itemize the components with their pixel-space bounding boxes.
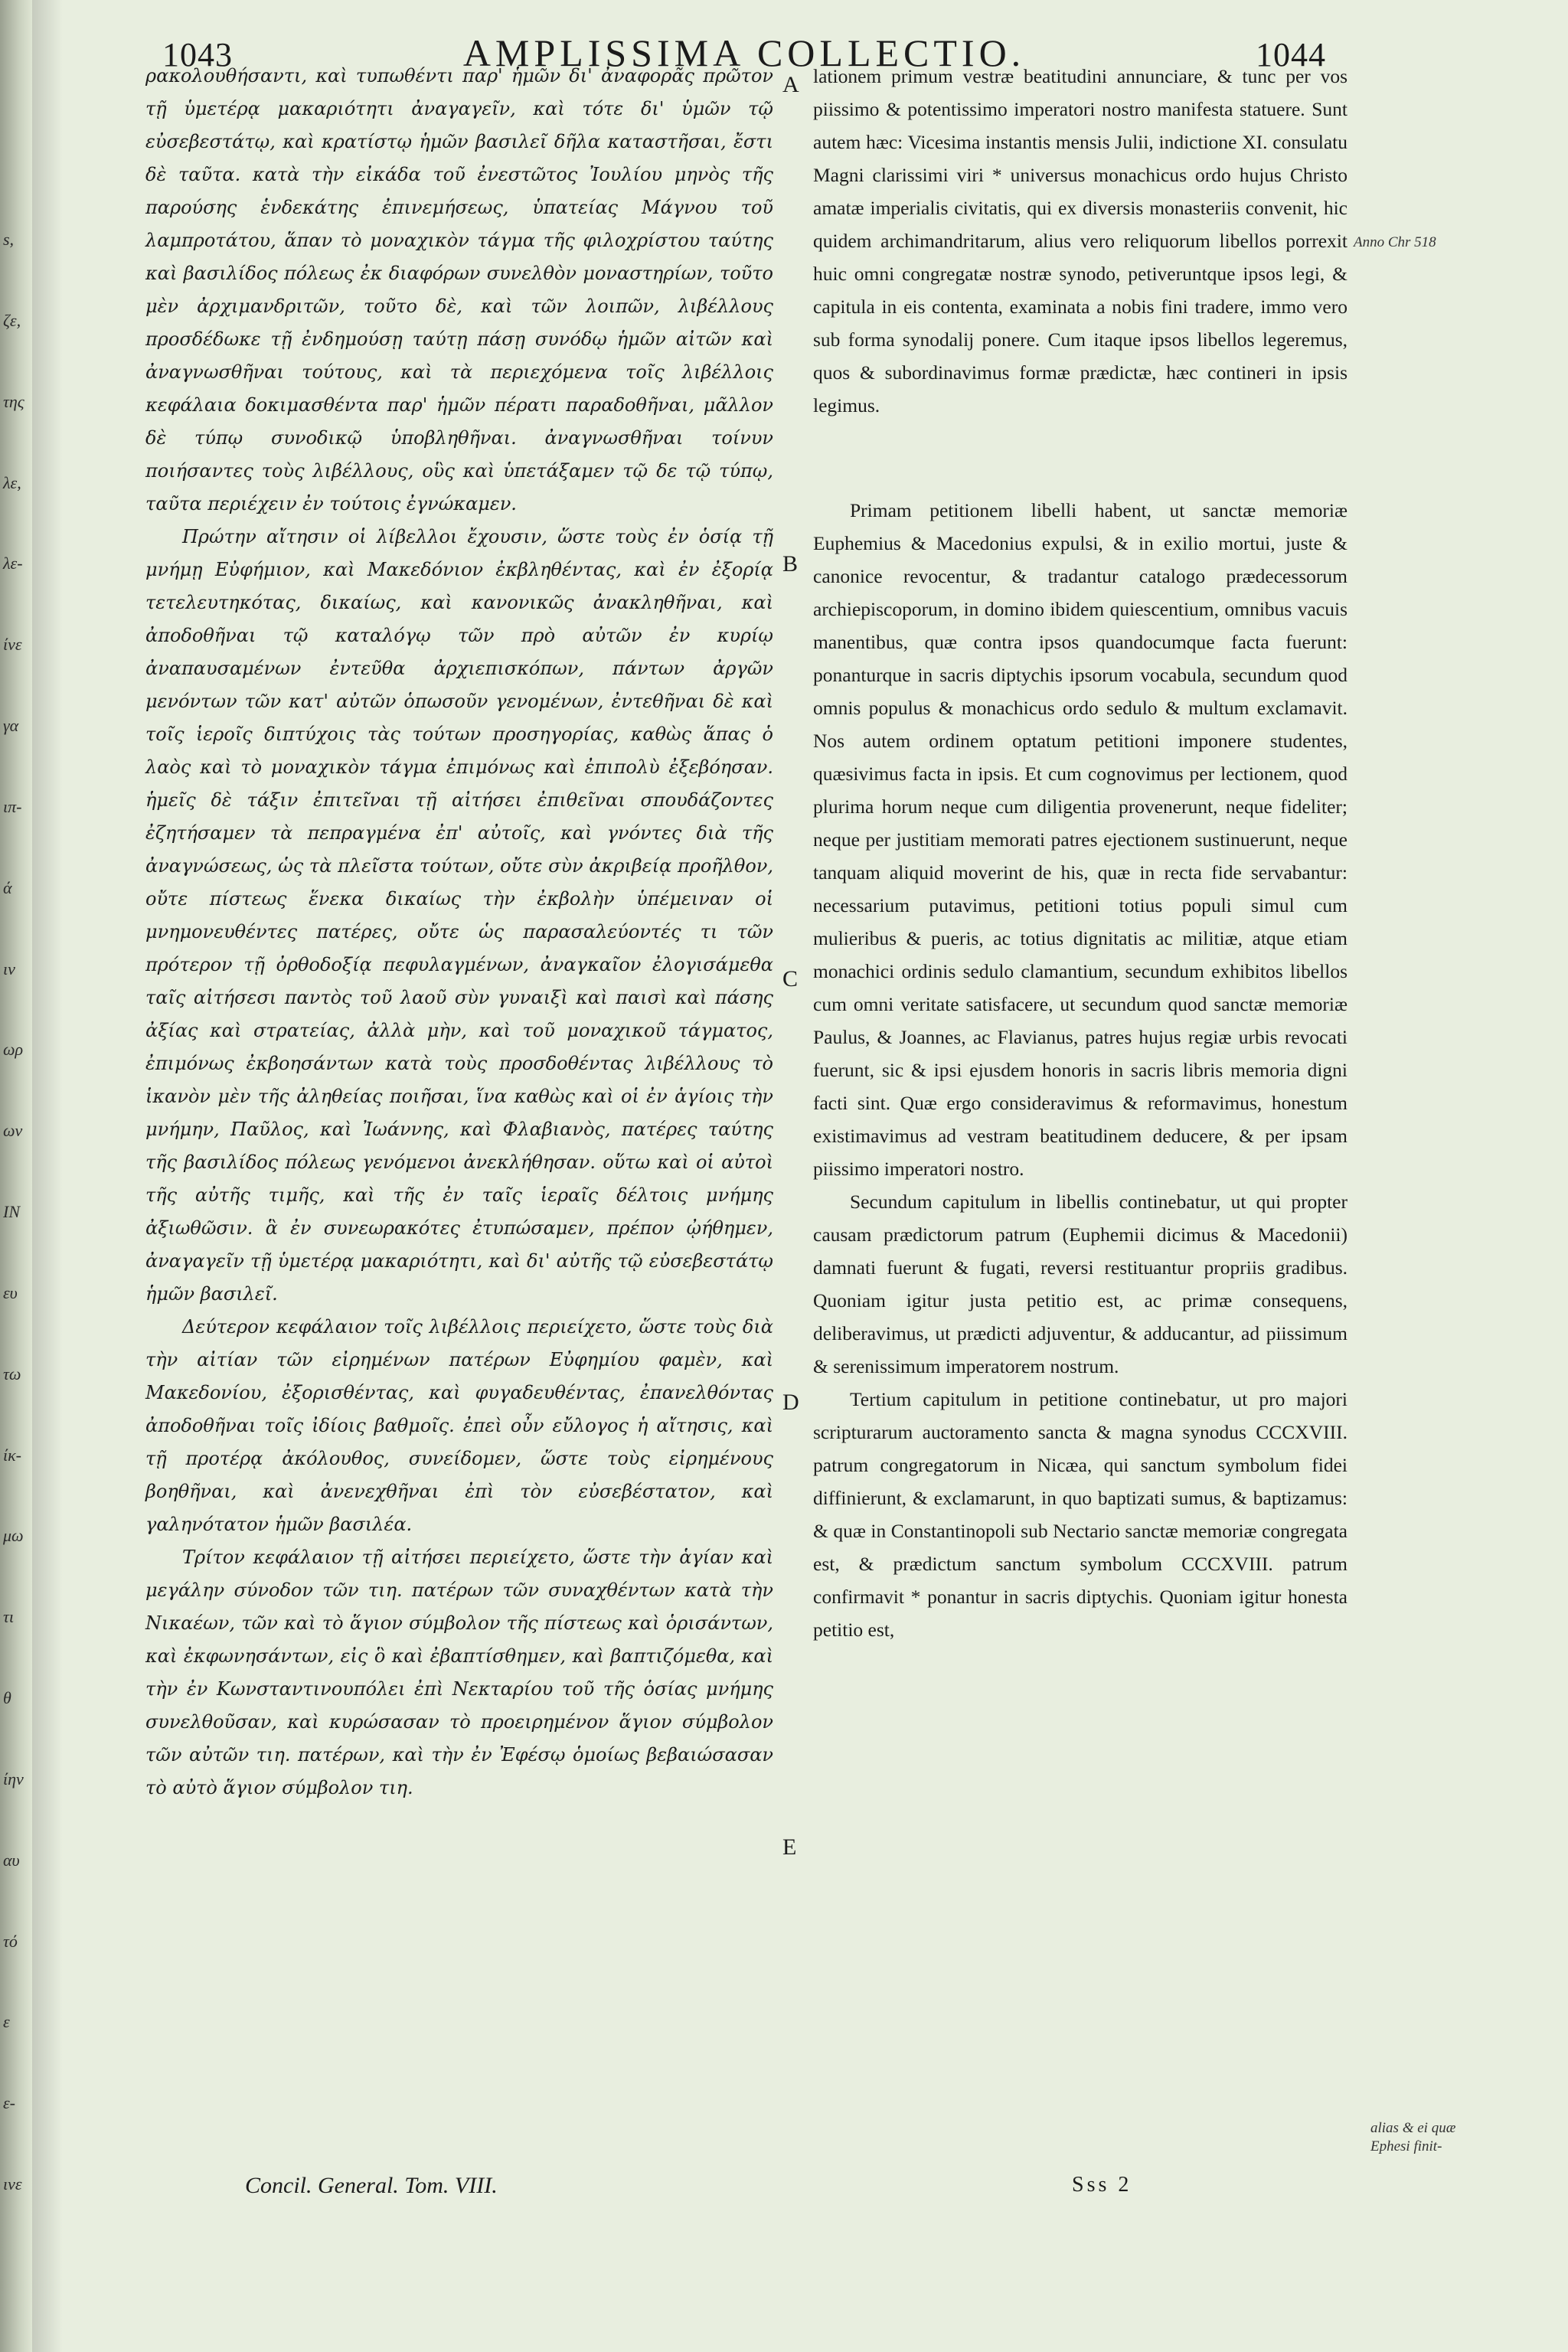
footer-signature-title: Concil. General. Tom. VIII. <box>245 2173 498 2198</box>
previous-page-fragment: ίην <box>3 1769 24 1788</box>
latin-paragraph: Secundum capitulum in libellis continebatur, ut qui propter causam prædictorum patrum (Euphemii dicimus & Macedonii) damnati fuerunt & fugati, reversi restituantur propriis gradibus. Quoniam igitur justa petitio est, ac primæ consequens, deliberavimus, ut prædicti adjuventur, & adducantur, ad piissimum & serenissimum imperatorem nostrum. <box>813 1191 1348 1377</box>
previous-page-fragment: ων <box>3 1121 23 1141</box>
section-letter-d: D <box>782 1390 799 1415</box>
previous-page-fragment: θ <box>3 1688 11 1708</box>
previous-page-fragment: ευ <box>3 1282 18 1302</box>
previous-page-fragment: ε <box>3 2012 10 2032</box>
margin-note-variant: alias & ei quæ Ephesi finit- <box>1370 2120 1456 2154</box>
greek-paragraph: ρακολουθήσαντι, καὶ τυπωθέντι παρ' ἡμῶν δι' ἀναφορᾶς πρῶτον τῇ ὑμετέρᾳ μακαριότητι ἀναγαγεῖν, καὶ τότε δι' ὑμῶν τῷ εὐσεβεστάτῳ, καὶ κρατίστῳ ἡμῶν βασιλεῖ δῆλα καταστῆσαι, ἔστι δὲ ταῦτα. κατὰ τὴν εἰκάδα τοῦ ἐνεστῶτος Ἰουλίου μηνὸς τῆς παρούσης ἑνδεκάτης ἐπινεμήσεως, ὑπατείας Μάγνου τοῦ λαμπροτάτου, ἅπαν τὸ μοναχικὸν τάγμα τῆς φιλοχρίστου ταύτης καὶ βασιλίδος πόλεως ἐκ διαφόρων συνελθὸν μοναστηρίων, τοῦτο μὲν ἀρχιμανδριτῶν, τοῦτο δὲ, καὶ τῶν λοιπῶν, λιβέλλους προσδέδωκε τῇ ἐνδημούσῃ ταύτῃ πάσῃ συνόδῳ ἡμῶν αἰτῶν καὶ ἀναγνωσθῆναι τούτους, καὶ τὰ περιεχόμενα τοῖς λιβέλλοις κεφάλαια δοκιμασθέντα παρ' ἡμῶν πέρατι παραδοθῆναι, μᾶλλον δὲ τύπῳ συνοδικῷ ὑποβληθῆναι. ἀναγνωσθῆναι τοίνυν ποιήσαντες τοὺς λιβέλλους, οὓς καὶ ὑπετάξαμεν τῷ δε τῷ τύπῳ, ταῦτα περιέχειν ἐν τούτοις ἐγνώκαμεν. <box>145 65 773 514</box>
previous-page-fragment: s, <box>3 230 15 249</box>
previous-page-edge <box>0 0 32 2352</box>
greek-paragraph: Δεύτερον κεφάλαιον τοῖς λιβέλλοις περιείχετο, ὥστε τοὺς διὰ τὴν αἰτίαν τῶν εἰρημένων πατέρων Εὐφημίου φαμὲν, καὶ Μακεδονίου, ἐξορισθέντας, καὶ φυγαδευθέντας, ἐπανελθόντας ἀποδοθῆναι τοῖς ἰδίοις βαθμοῖς. ἐπεὶ οὖν εὔλογος ἡ αἴτησις, καὶ τῇ προτέρᾳ ἀκόλουθος, συνείδομεν, ὥστε τοὺς εἰρημένους βοηθῆναι, καὶ ἀνενεχθῆναι ἐπὶ τὸν εὐσεβέστατον, καὶ γαληνότατον ἡμῶν βασιλέα. <box>145 1316 773 1535</box>
previous-page-fragment: αυ <box>3 1850 20 1870</box>
previous-page-fragment: της <box>3 391 24 411</box>
previous-page-fragment: IN <box>3 1202 20 1222</box>
section-letter-a: A <box>782 72 799 97</box>
section-letter-e: E <box>782 1834 797 1860</box>
margin-note-year: Anno Chr 518 <box>1354 234 1436 250</box>
previous-page-fragment: ίνε <box>3 635 22 655</box>
gutter-shadow <box>32 0 63 2352</box>
latin-paragraph: lationem primum vestræ beatitudini annunciare, & tunc per vos piissimo & potentissimo imperatori nostro manifesta statuere. Sunt autem hæc: Vicesima instantis mensis Julii, indictione XI. consulatu Magni clarissimi viri * universus monachicus ordo hujus Christo amatæ imperialis civitatis, qui ex diversis monasteriis convenit, hic quidem archimandritarum, alius vero reliquorum libellos porrexit huic omni congregatæ nostræ synodo, petiveruntque ipsos legi, & capitula in eis contenta, examinata a nobis fini tradere, immo vero sub forma synodalij ponere. Cum itaque ipsos libellos legeremus, quos & subordinavimus formæ prædictæ, hæc contineri in ipsis legimus. <box>813 65 1348 416</box>
page-number-right: 1044 <box>1256 36 1326 74</box>
previous-page-fragment: λε, <box>3 472 21 492</box>
latin-column <box>813 60 1348 1646</box>
latin-paragraph: Tertium capitulum in petitione continebatur, ut pro majori scripturarum auctoramento sancta & magna synodus CCCXVIII. patrum congregatorum in Nicæa, qui sanctum symbolum fidei diffinierunt, & exclamarunt, in quo baptizati sumus, & baptizamus: & quæ in Constantinopoli sub Nectario sanctæ memoriæ congregata est, & prædictum sanctum symbolum CCCXVIII. patrum confirmavit * ponantur in sacris diptychis. Quoniam igitur honesta petitio est, <box>813 1388 1348 1641</box>
greek-column <box>145 60 773 1805</box>
previous-page-fragment: γα <box>3 716 19 736</box>
previous-page-fragment: ίκ- <box>3 1445 21 1465</box>
running-title: AMPLISSIMA COLLECTIO. <box>462 31 1026 74</box>
previous-page-fragment: τω <box>3 1364 21 1383</box>
section-letter-c: C <box>782 966 799 991</box>
previous-page-fragment: ωρ <box>3 1040 24 1060</box>
greek-paragraph: Τρίτον κεφάλαιον τῇ αἰτήσει περιείχετο, ὥστε τὴν ἁγίαν καὶ μεγάλην σύνοδον τῶν τιη. πατέρων τῶν συναχθέντων κατὰ τὴν Νικαέων, τῶν καὶ τὸ ἅγιον σύμβολον τῆς πίστεως καὶ ὁρισάντων, καὶ ἐκφωνησάντων, εἰς ὃ καὶ ἐβαπτίσθημεν, καὶ βαπτιζόμεθα, καὶ τὴν ἐν Κωνσταντινουπόλει ἐπὶ Νεκταρίου τοῦ τῆς ὁσίας μνήμης συνελθοῦσαν, καὶ κυρώσασαν τὸ προειρημένον ἅγιον σύμβολον τῶν αὐτῶν τιη. πατέρων, καὶ τὴν ἐν Ἐφέσῳ ὁμοίως βεβαιώσασαν τὸ αὐτὸ ἅγιον σύμβολον τιη. <box>145 1547 773 1798</box>
previous-page-fragment: ινε <box>3 2174 22 2194</box>
previous-page-fragment: ε- <box>3 2093 15 2113</box>
previous-page-fragment: ά <box>3 877 12 897</box>
previous-page-fragment: λε- <box>3 554 23 573</box>
previous-page-fragment: τι <box>3 1607 14 1627</box>
previous-page-fragment: ζε, <box>3 310 21 330</box>
previous-page-fragment: τό <box>3 1931 18 1951</box>
sheet-signature: Sss 2 <box>1072 2173 1132 2197</box>
page-number-left: 1043 <box>162 36 233 74</box>
previous-page-fragment: ιν <box>3 959 15 978</box>
column-gap <box>813 422 1348 494</box>
previous-page-fragment: μω <box>3 1526 24 1546</box>
greek-paragraph: Πρώτην αἴτησιν οἱ λίβελλοι ἔχουσιν, ὥστε τοὺς ἐν ὁσίᾳ τῇ μνήμῃ Εὐφήμιον, καὶ Μακεδόνιον ἐκβληθέντας, καὶ ἐν ἐξορίᾳ τετελευτηκότας, δικαίως, καὶ κανονικῶς ἀνακληθῆναι, καὶ ἀποδοθῆναι τῷ καταλόγῳ τῶν πρὸ αὐτῶν ἐν κυρίῳ ἀναπαυσαμένων ἐντεῦθα ἀρχιεπισκόπων, πάντων ἀργῶν μενόντων τῶν κατ' αὐτῶν ὁπωσοῦν γενομένων, ἐντεθῆναι δὲ καὶ τοῖς ἱεροῖς διπτύχοις τὰς τούτων προσηγορίας, καθὼς ἅπας ὁ λαὸς καὶ τὸ μοναχικὸν τάγμα ἐπιμόνως καὶ ἐπιπολὺ ἐξεβόησαν. ἡμεῖς δὲ τάξιν ἐπιτεῖναι τῇ αἰτήσει ἐπιθεῖναι σπουδάζοντες ἐζητήσαμεν τὰ πεπραγμένα ἐπ' αὐτοῖς, καὶ γνόντες διὰ τῆς ἀναγνώσεως, ὡς τὰ πλεῖστα τούτων, οὔτε σὺν ἀκριβείᾳ προῆλθον, οὔτε πίστεως ἕνεκα δικαίως τὴν ἐκβολὴν ὑπέμειναν οἱ μνημονευθέντες πατέρες, οὔτε ὡς παρασαλεύοντές τι τῶν πρότερον τῇ ὀρθοδοξίᾳ πεφυλαγμένων, ἀναγκαῖον ἐλογισάμεθα ταῖς αἰτήσεσι παντὸς τοῦ λαοῦ σὺν γυναιξὶ καὶ παισὶ καὶ πάσης ἀξίας καὶ στρατείας, ἀλλὰ μὴν, καὶ τοῦ μοναχικοῦ τάγματος, ἐπιμόνως ἐκβοησάντων κατὰ τοὺς προσδοθέντας λιβέλλους τὸ ἱκανὸν μὲν τῆς ἀληθείας ποιῆσαι, ἵνα καθὼς καὶ οἱ ἐν ἁγίοις τὴν μνήμην, Παῦλος, καὶ Ἰωάννης, καὶ Φλαβιανὸς, πατέρες ταύτης τῆς βασιλίδος πόλεως γενόμενοι ἀνεκλήθησαν. οὕτω καὶ οἱ αὐτοὶ τῆς αὐτῆς τιμῆς, καὶ τῆς ἐν ταῖς ἱεραῖς δέλτοις μνήμης ἀξιωθῶσιν. ἃ ἐν συνεωρακότες ἐτυπώσαμεν, πρέπον ᾠήθημεν, ἀναγαγεῖν τῇ ὑμετέρᾳ μακαριότητι, καὶ δι' αὐτῆς τῷ εὐσεβεστάτῳ ἡμῶν βασιλεῖ. <box>145 526 773 1305</box>
section-letter-b: B <box>782 551 799 577</box>
previous-page-fragment: ιπ- <box>3 796 22 816</box>
latin-paragraph: Primam petitionem libelli habent, ut sanctæ memoriæ Euphemius & Macedonius expulsi, & in exilio mortui, juste & canonice revocentur, & tradantur catalogo prædecessorum archiepiscoporum, in domino ibidem quiescentium, omnibus vacuis manentibus, quæ contra ipsos quandocumque facta fuerunt: ponanturque in sacris diptychis ipsorum vocabula, secundum quod omnis populus & monachicus ordo sedulo & multum exclamavit. Nos autem ordinem optatum petitioni imponere studentes, quæsivimus facta in ipsis. Et cum cognovimus per lectionem, quod plurima horum neque cum diligentia provenerunt, neque fideliter; neque per justitiam memorati patres ejectionem sustinuerunt, neque tanquam aliquid moverint de his, quæ in recta fide servabantur: necessarium putavimus, petitioni totius populi simul cum mulieribus & pueris, ac totius dignitatis ac militiæ, atque etiam monachici ordinis sedulo clamantium, secundum exhibitos libellos cum omni veritate satisfacere, ut secundum quod sanctæ memoriæ Paulus, & Joannes, ac Flavianus, patres hujus regiæ urbis revocati fuerunt, sic & ipsi ejusdem honoris in sacris libris memoria digni facti sint. Quæ ergo consideravimus & reformavimus, honestum existimavimus ad vestram beatitudinem deducere, & per ipsam piissimo imperatori nostro. <box>813 499 1348 1180</box>
